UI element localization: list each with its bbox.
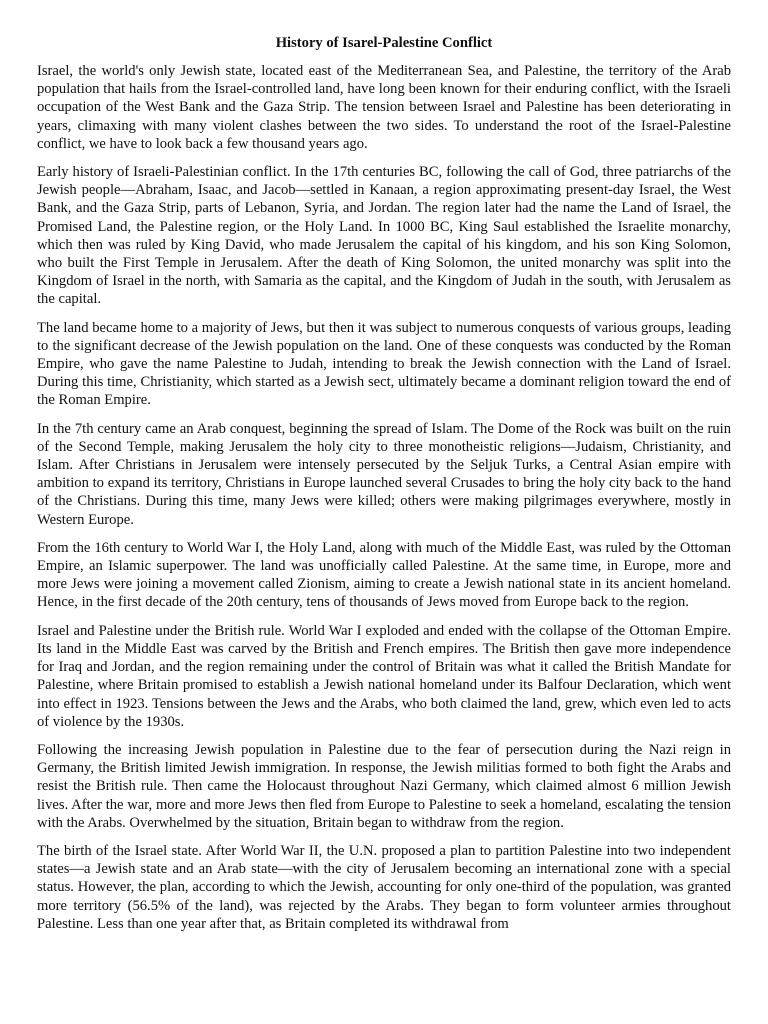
- paragraph-ottoman-rule: From the 16th century to World War I, the Holy Land, along with much of the Middle East, was ruled by the Ottoman Empire, an Islamic superpower. The land was unofficially called Palestine. At the same time, in Europe, more and more Jews were joining a movement called Zionism, aiming to create a Jewish national state in its ancient homeland. Hence, in the first decade of the 20th century, tens of thousands of Jews moved from Europe back to the region.: [37, 539, 731, 611]
- paragraph-israel-state: The birth of the Israel state. After World War II, the U.N. proposed a plan to partition Palestine into two independent states—a Jewish state and an Arab state—with the city of Jerusalem becoming an international zone with a special status. However, the plan, according to which the Jewish, accounting for only one-third of the population, was granted more territory (56.5% of the land), was rejected by the Arabs. They began to form volunteer armies throughout Palestine. Less than one year after that, as Britain completed its withdrawal from: [37, 842, 731, 932]
- document-page: [37, 33, 731, 943]
- paragraph-arab-conquest: In the 7th century came an Arab conquest, beginning the spread of Islam. The Dome of the Rock was built on the ruin of the Second Temple, making Jerusalem the holy city to three monotheistic religions—Judaism, Christianity, and Islam. After Christians in Jerusalem were intensely persecuted by the Seljuk Turks, a Central Asian empire with ambition to expand its territory, Christians in Europe launched several Crusades to bring the holy city back to the hand of the Christians. During this time, many Jews were killed; others were making pilgrimages everywhere, mostly in Western Europe.: [37, 420, 731, 528]
- paragraph-conquests: The land became home to a majority of Jews, but then it was subject to numerous conquests of various groups, leading to the significant decrease of the Jewish population on the land. One of these conquests was conducted by the Roman Empire, who gave the name Palestine to Judah, intending to break the Jewish connection with the Land of Israel. During this time, Christianity, which started as a Jewish sect, ultimately became a dominant religion toward the end of the Roman Empire.: [37, 319, 731, 409]
- paragraph-jewish-immigration: Following the increasing Jewish population in Palestine due to the fear of persecution during the Nazi reign in Germany, the British limited Jewish immigration. In response, the Jewish militias formed to both fight the Arabs and resist the British rule. Then came the Holocaust throughout Nazi Germany, which claimed almost 6 million Jewish lives. After the war, more and more Jews then fled from Europe to Palestine to seek a homeland, escalating the tension with the Arabs. Overwhelmed by the situation, Britain began to withdraw from the region.: [37, 741, 731, 831]
- paragraph-british-rule: Israel and Palestine under the British rule. World War I exploded and ended with the collapse of the Ottoman Empire. Its land in the Middle East was carved by the British and French empires. The British then gave more independence for Iraq and Jordan, and the region remaining under the control of Britain was what it called the British Mandate for Palestine, where Britain promised to establish a Jewish national homeland under its Balfour Declaration, which went into effect in 1923. Tensions between the Jews and the Arabs, who both claimed the land, grew, which even led to acts of violence by the 1930s.: [37, 622, 731, 730]
- paragraph-intro: Israel, the world's only Jewish state, located east of the Mediterranean Sea, and Palestine, the territory of the Arab population that hails from the Israel-controlled land, have long been known for their enduring conflict, with the Israeli occupation of the West Bank and the Gaza Strip. The tension between Israel and Palestine has been deteriorating in years, climaxing with many violent clashes between the two sides. To understand the root of the Israel-Palestine conflict, we have to look back a few thousand years ago.: [37, 63, 731, 152]
- paragraph-early-history: Early history of Israeli-Palestinian conflict. In the 17th centuries BC, following the call of God, three patriarchs of the Jewish people—Abraham, Isaac, and Jacob—settled in Kanaan, a region approximating present-day Israel, the West Bank, and the Gaza Strip, parts of Lebanon, Syria, and Jordan. The region later had the name the Land of Israel, the Promised Land, the Palestine region, or the Holy Land. In 1000 BC, King Saul established the Israelite monarchy, which then was ruled by King David, who made Jerusalem the capital of his kingdom, and his son King Solomon, who built the First Temple in Jerusalem. After the death of King Solomon, the united monarchy was split into the Kingdom of Israel in the north, with Samaria as the capital, and the Kingdom of Judah in the south, with Jerusalem as the capital.: [37, 164, 731, 308]
- document-title: History of Isarel-Palestine Conflict: [275, 35, 493, 51]
